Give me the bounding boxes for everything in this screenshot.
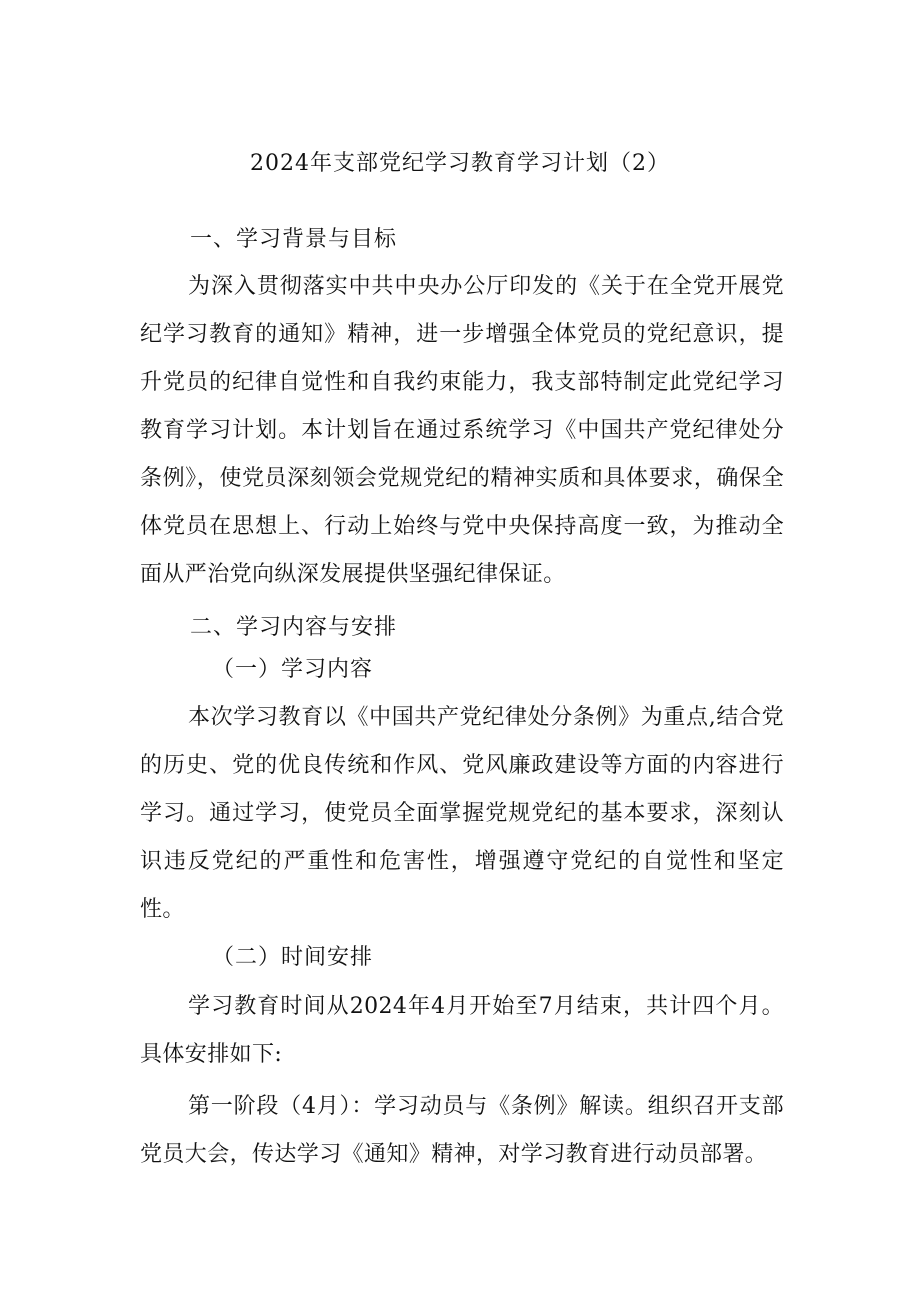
paragraph-study-content: 本次学习教育以《中国共产党纪律处分条例》为重点,结合党的历史、党的优良传统和作风、党风廉政建设等方面的内容进行学习。通过学习，使党员全面掌握党规党纪的基本要求，深刻认识违反党纪的严重性和危害性，增强遵守党纪的自觉性和坚定性。 [140,705,784,922]
subsection-heading-time-schedule: （二）时间安排 [212,945,374,970]
paragraph-phase-one: 第一阶段（4月）：学习动员与《条例》解读。组织召开支部党员大会，传达学习《通知》精神，对学习教育进行动员部署。 [140,1094,784,1167]
subsection-heading-study-content: （一）学习内容 [212,657,374,682]
document-title: 2024年支部党纪学习教育学习计划（2） [250,151,670,176]
paragraph-background: 为深入贯彻落实中共中央办公厅印发的《关于在全党开展党纪学习教育的通知》精神，进一步增强全体党员的党纪意识，提升党员的纪律自觉性和自我约束能力，我支部特制定此党纪学习教育学习计划。本计划旨在通过系统学习《中国共产党纪律处分条例》，使党员深刻领会党规党纪的精神实质和具体要求，确保全体党员在思想上、行动上始终与党中央保持高度一致，为推动全面从严治党向纵深发展提供坚强纪律保证。 [140,274,784,587]
section-heading-background-goals: 一、学习背景与目标 [190,227,398,252]
paragraph-time-schedule: 学习教育时间从2024年4月开始至7月结束，共计四个月。具体安排如下: [140,994,784,1067]
section-heading-content-arrangement: 二、学习内容与安排 [190,615,398,640]
